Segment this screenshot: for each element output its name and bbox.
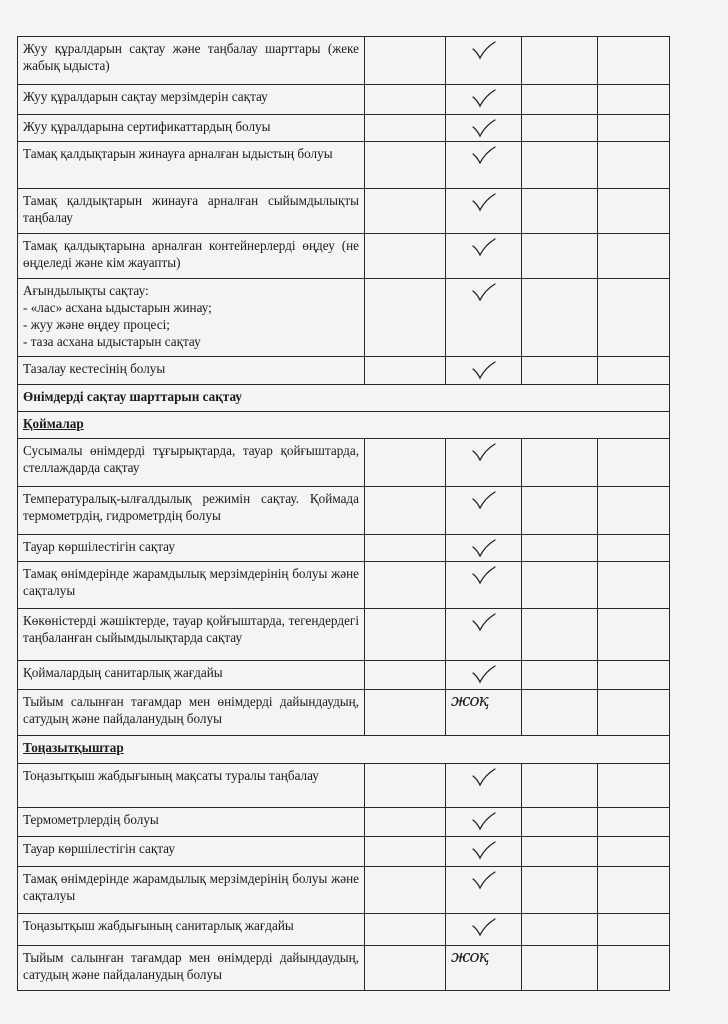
checkmark-icon <box>471 118 497 138</box>
answer-cell <box>446 914 522 946</box>
empty-cell <box>598 357 670 385</box>
answer-cell <box>446 946 522 991</box>
table-row <box>18 914 670 946</box>
table-row <box>18 279 670 357</box>
empty-cell <box>365 562 446 609</box>
empty-cell <box>522 439 598 487</box>
requirement-text: Тыйым салынған тағамдар мен өнімдерді дайындаудың, сатудың және пайдаланудың болуы <box>18 690 365 736</box>
checkmark-icon <box>471 767 497 787</box>
subsection-title: Қоймалар <box>18 412 670 439</box>
empty-cell <box>598 535 670 562</box>
empty-cell <box>598 837 670 867</box>
table-row <box>18 562 670 609</box>
answer-cell <box>446 690 522 736</box>
checkmark-icon <box>471 145 497 165</box>
checkmark-icon <box>471 442 497 462</box>
handwritten-answer: жоқ <box>451 947 488 967</box>
answer-cell <box>446 357 522 385</box>
empty-cell <box>522 690 598 736</box>
answer-cell <box>446 439 522 487</box>
requirement-text: Температуралық-ылғалдылық режимін сақтау. Қоймада термометрдің, гидрометрдің болуы <box>18 487 365 535</box>
empty-cell <box>598 85 670 115</box>
checkmark-icon <box>471 88 497 108</box>
table-row <box>18 764 670 808</box>
empty-cell <box>522 562 598 609</box>
empty-cell <box>365 279 446 357</box>
empty-cell <box>598 661 670 690</box>
table-row <box>18 609 670 661</box>
empty-cell <box>522 234 598 279</box>
checkmark-icon <box>471 811 497 831</box>
empty-cell <box>365 837 446 867</box>
empty-cell <box>598 37 670 85</box>
table-row <box>18 867 670 914</box>
empty-cell <box>365 189 446 234</box>
empty-cell <box>522 764 598 808</box>
table-row <box>18 142 670 189</box>
table-row <box>18 189 670 234</box>
requirement-text: Тоңазытқыш жабдығының санитарлық жағдайы <box>18 914 365 946</box>
requirement-text: Қоймалардың санитарлық жағдайы <box>18 661 365 690</box>
answer-cell <box>446 609 522 661</box>
requirement-text: Тауар көршілестігін сақтау <box>18 535 365 562</box>
empty-cell <box>365 357 446 385</box>
checkmark-icon <box>471 538 497 558</box>
checkmark-icon <box>471 917 497 937</box>
answer-cell <box>446 808 522 837</box>
answer-cell <box>446 115 522 142</box>
empty-cell <box>598 808 670 837</box>
answer-cell <box>446 37 522 85</box>
empty-cell <box>598 439 670 487</box>
table-row <box>18 535 670 562</box>
empty-cell <box>365 439 446 487</box>
empty-cell <box>522 189 598 234</box>
requirement-text: Тазалау кестесінің болуы <box>18 357 365 385</box>
section-title: Өнімдерді сақтау шарттарын сақтау <box>18 385 670 412</box>
requirement-text: Тамақ өнімдерінде жарамдылық мерзімдерінің болуы және сақталуы <box>18 562 365 609</box>
answer-cell <box>446 837 522 867</box>
empty-cell <box>365 487 446 535</box>
answer-cell <box>446 142 522 189</box>
empty-cell <box>598 487 670 535</box>
checkmark-icon <box>471 870 497 890</box>
empty-cell <box>365 808 446 837</box>
empty-cell <box>365 661 446 690</box>
empty-cell <box>522 487 598 535</box>
empty-cell <box>598 562 670 609</box>
checkmark-icon <box>471 565 497 585</box>
subsection-header-row <box>18 736 670 764</box>
empty-cell <box>365 234 446 279</box>
answer-cell <box>446 279 522 357</box>
empty-cell <box>522 946 598 991</box>
table-row <box>18 357 670 385</box>
checkmark-icon <box>471 237 497 257</box>
empty-cell <box>365 535 446 562</box>
empty-cell <box>598 115 670 142</box>
empty-cell <box>522 914 598 946</box>
answer-cell <box>446 189 522 234</box>
answer-cell <box>446 85 522 115</box>
table-row <box>18 85 670 115</box>
empty-cell <box>522 115 598 142</box>
requirement-text: Сусымалы өнімдерді тұғырықтарда, тауар қойғыштарда, стеллаждарда сақтау <box>18 439 365 487</box>
table-row <box>18 37 670 85</box>
answer-cell <box>446 487 522 535</box>
table-row <box>18 690 670 736</box>
answer-cell <box>446 535 522 562</box>
empty-cell <box>522 142 598 189</box>
requirement-text: Жуу құралдарына сертификаттардың болуы <box>18 115 365 142</box>
checkmark-icon <box>471 40 497 60</box>
empty-cell <box>598 279 670 357</box>
table-row <box>18 837 670 867</box>
table-row <box>18 487 670 535</box>
inspection-checklist-table <box>17 36 670 991</box>
empty-cell <box>522 357 598 385</box>
table-row <box>18 661 670 690</box>
empty-cell <box>598 142 670 189</box>
empty-cell <box>365 690 446 736</box>
empty-cell <box>522 85 598 115</box>
empty-cell <box>598 867 670 914</box>
empty-cell <box>598 764 670 808</box>
checklist-body <box>18 37 670 991</box>
requirement-text: Көкөністерді жәшіктерде, тауар қойғыштарда, тегендердегі таңбаланған сыйымдылықтарда сақтау <box>18 609 365 661</box>
empty-cell <box>365 115 446 142</box>
empty-cell <box>598 914 670 946</box>
handwritten-answer: жоқ <box>451 691 488 711</box>
empty-cell <box>365 764 446 808</box>
empty-cell <box>365 37 446 85</box>
requirement-text: Тауар көршілестігін сақтау <box>18 837 365 867</box>
table-row <box>18 234 670 279</box>
table-row <box>18 808 670 837</box>
empty-cell <box>522 279 598 357</box>
checkmark-icon <box>471 840 497 860</box>
requirement-text: Тамақ қалдықтарына арналған контейнерлерді өңдеу (не өңделеді және кім жауапты) <box>18 234 365 279</box>
answer-cell <box>446 562 522 609</box>
empty-cell <box>365 867 446 914</box>
empty-cell <box>598 189 670 234</box>
section-header-row <box>18 385 670 412</box>
requirement-text: Тамақ қалдықтарын жинауға арналған ыдыстың болуы <box>18 142 365 189</box>
requirement-text: Тамақ өнімдерінде жарамдылық мерзімдерінің болуы және сақталуы <box>18 867 365 914</box>
empty-cell <box>522 609 598 661</box>
requirement-text: Тоңазытқыш жабдығының мақсаты туралы таңбалау <box>18 764 365 808</box>
requirement-text: Тамақ қалдықтарын жинауға арналған сыйымдылықты таңбалау <box>18 189 365 234</box>
requirement-text: Жуу құралдарын сақтау мерзімдерін сақтау <box>18 85 365 115</box>
empty-cell <box>522 837 598 867</box>
empty-cell <box>522 867 598 914</box>
subsection-header-row <box>18 412 670 439</box>
requirement-text: Тыйым салынған тағамдар мен өнімдерді дайындаудың, сатудың және пайдаланудың болуы <box>18 946 365 991</box>
empty-cell <box>365 85 446 115</box>
empty-cell <box>522 661 598 690</box>
empty-cell <box>365 142 446 189</box>
empty-cell <box>522 37 598 85</box>
table-row <box>18 439 670 487</box>
empty-cell <box>522 535 598 562</box>
checkmark-icon <box>471 664 497 684</box>
requirement-text: Термометрлердің болуы <box>18 808 365 837</box>
checkmark-icon <box>471 612 497 632</box>
table-row <box>18 946 670 991</box>
checkmark-icon <box>471 360 497 380</box>
answer-cell <box>446 661 522 690</box>
empty-cell <box>365 914 446 946</box>
empty-cell <box>522 808 598 837</box>
requirement-text: Жуу құралдарын сақтау және таңбалау шарттары (жеке жабық ыдыста) <box>18 37 365 85</box>
table-row <box>18 115 670 142</box>
checkmark-icon <box>471 192 497 212</box>
empty-cell <box>598 690 670 736</box>
answer-cell <box>446 234 522 279</box>
checkmark-icon <box>471 490 497 510</box>
empty-cell <box>598 609 670 661</box>
subsection-title: Тоңазытқыштар <box>18 736 670 764</box>
answer-cell <box>446 764 522 808</box>
empty-cell <box>365 609 446 661</box>
checkmark-icon <box>471 282 497 302</box>
answer-cell <box>446 867 522 914</box>
requirement-text: Ағындылықты сақтау: - «лас» асхана ыдыстарын жинау; - жуу және өңдеу процесі; - таза асхана ыдыстарын сақтау <box>18 279 365 357</box>
empty-cell <box>598 234 670 279</box>
empty-cell <box>598 946 670 991</box>
empty-cell <box>365 946 446 991</box>
